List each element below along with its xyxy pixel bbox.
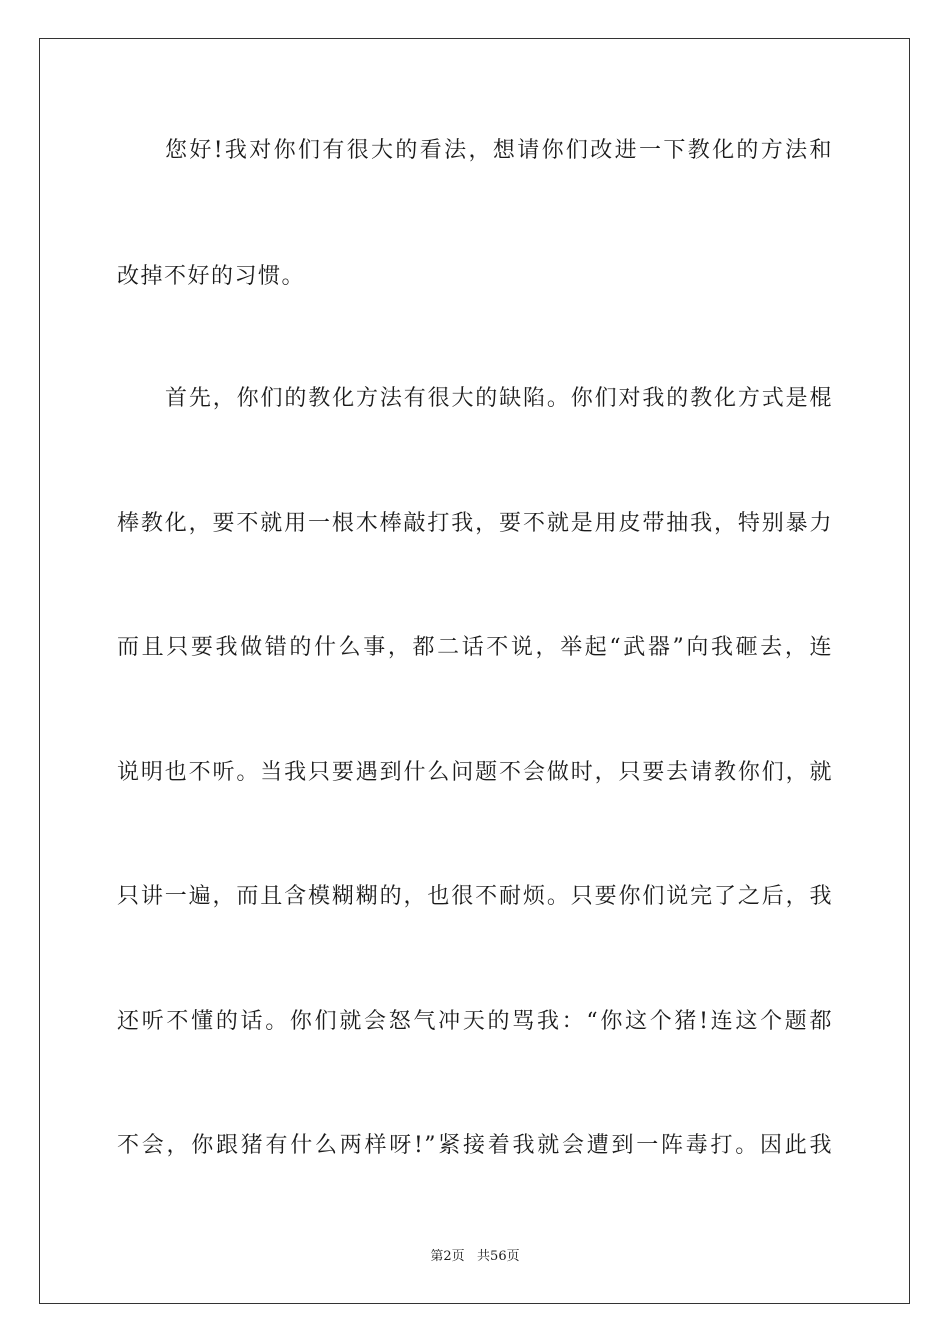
paragraph-2-line-7: 不会，你跟猪有什么两样呀!”紧接着我就会遭到一阵毒打。因此我 [117,1133,833,1158]
paragraph-2-line-2: 棒教化，要不就用一根木棒敲打我，要不就是用皮带抽我，特别暴力 [117,511,833,536]
paragraph-2-line-3: 而且只要我做错的什么事，都二话不说，举起“武器”向我砸去，连 [117,635,833,660]
paragraph-2-line-6: 还听不懂的话。你们就会怒气冲天的骂我：“你这个猪!连这个题都 [117,1009,833,1034]
paragraph-1-line-1: 您好!我对你们有很大的看法，想请你们改进一下教化的方法和 [165,138,833,163]
page-border [39,38,910,1304]
page-number-footer: 第2页 共56页 [430,1249,520,1264]
paragraph-2-line-5: 只讲一遍，而且含模糊糊的，也很不耐烦。只要你们说完了之后，我 [117,884,833,909]
paragraph-1-line-2: 改掉不好的习惯。 [117,264,306,289]
paragraph-2-line-1: 首先，你们的教化方法有很大的缺陷。你们对我的教化方式是棍 [165,386,833,411]
paragraph-2-line-4: 说明也不听。当我只要遇到什么问题不会做时，只要去请教你们，就 [117,760,833,785]
